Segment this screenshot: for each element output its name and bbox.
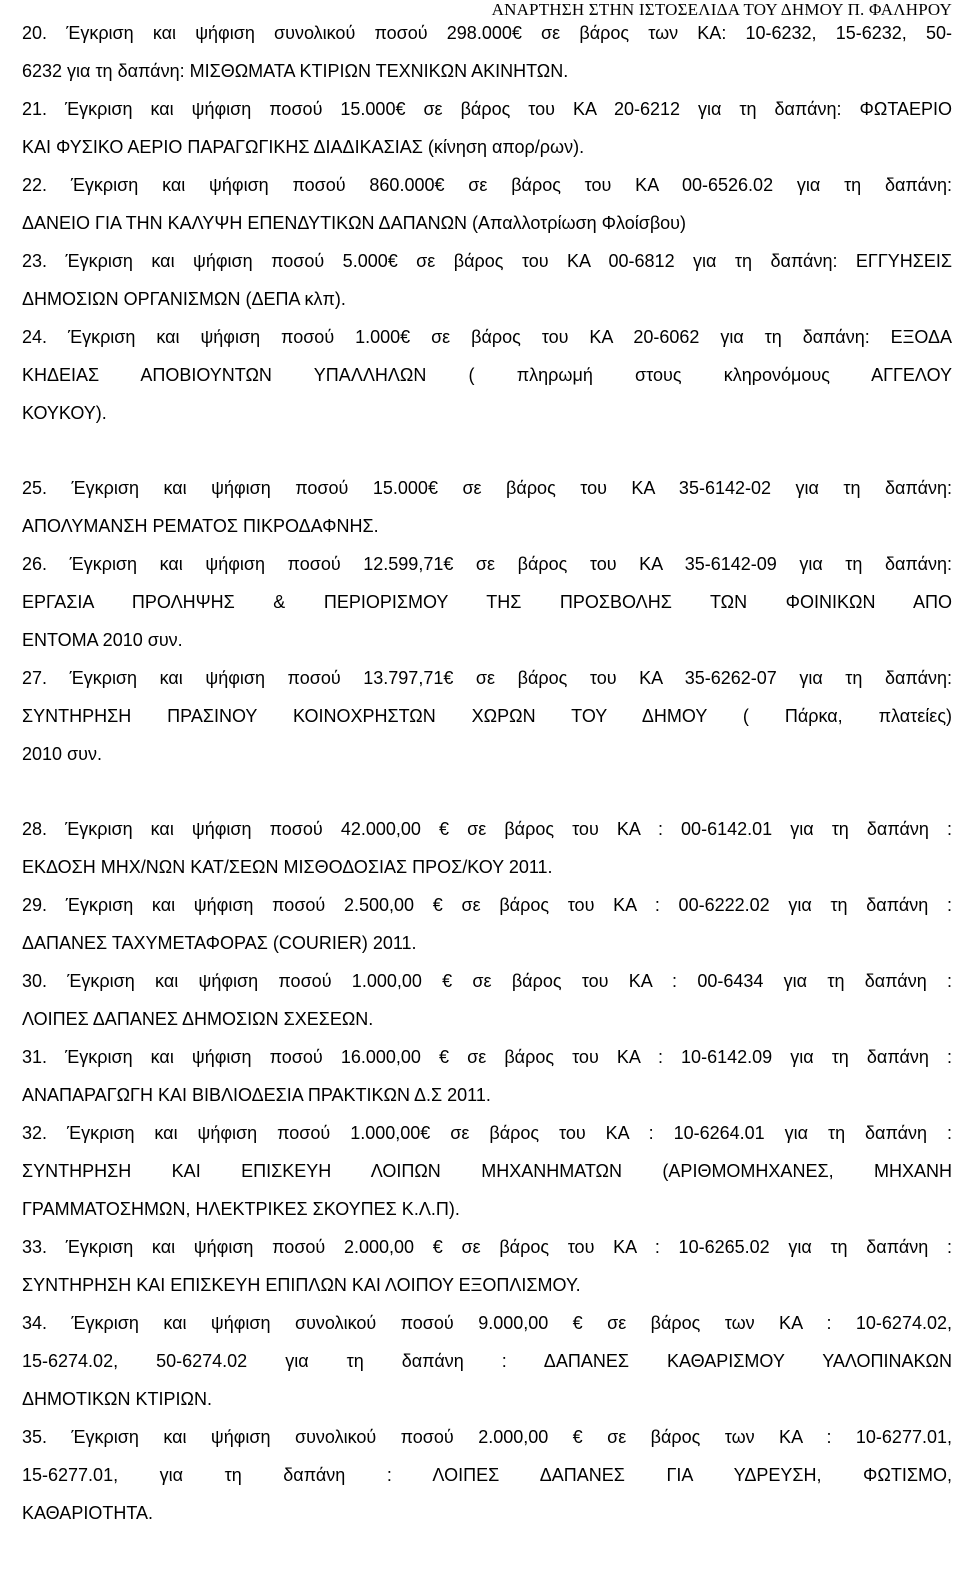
agenda-item-line: 24. Έγκριση και ψήφιση ποσού 1.000€ σε βάρος του ΚΑ 20-6062 για τη δαπάνη: ΕΞΟΔΑ [22, 327, 952, 347]
agenda-item-line: 27. Έγκριση και ψήφιση ποσού 13.797,71€ σε βάρος του ΚΑ 35-6262-07 για τη δαπάνη: [22, 668, 952, 688]
agenda-list [22, 14, 952, 1532]
agenda-item-line: ΚΑΙ ΦΥΣΙΚΟ ΑΕΡΙΟ ΠΑΡΑΓΩΓΙΚΗΣ ΔΙΑΔΙΚΑΣΙΑΣ (κίνηση απορ/ρων). [22, 137, 585, 157]
agenda-item [22, 1038, 952, 1114]
agenda-item [22, 242, 952, 318]
agenda-item-line: 31. Έγκριση και ψήφιση ποσού 16.000,00 € σε βάρος του ΚΑ : 10-6142.09 για τη δαπάνη : [22, 1047, 952, 1067]
agenda-item-line: 23. Έγκριση και ψήφιση ποσού 5.000€ σε βάρος του ΚΑ 00-6812 για τη δαπάνη: ΕΓΓΥΗΣΕΙΣ [22, 251, 952, 271]
agenda-item-line: 33. Έγκριση και ψήφιση ποσού 2.000,00 € σε βάρος του ΚΑ : 10-6265.02 για τη δαπάνη : [22, 1237, 952, 1257]
agenda-item-line: ΔΑΠΑΝΕΣ ΤΑΧΥΜΕΤΑΦΟΡΑΣ (COURIER) 2011. [22, 933, 417, 953]
agenda-item [22, 1418, 952, 1532]
agenda-item-line: 26. Έγκριση και ψήφιση ποσού 12.599,71€ σε βάρος του ΚΑ 35-6142-09 για τη δαπάνη: [22, 554, 952, 574]
agenda-item-line: 21. Έγκριση και ψήφιση ποσού 15.000€ σε βάρος του ΚΑ 20-6212 για τη δαπάνη: ΦΩΤΑΕΡΙΟ [22, 99, 952, 119]
agenda-item-line: 30. Έγκριση και ψήφιση ποσού 1.000,00 € σε βάρος του ΚΑ : 00-6434 για τη δαπάνη : [22, 971, 952, 991]
agenda-item-line: ΣΥΝΤΗΡΗΣΗ ΠΡΑΣΙΝΟΥ ΚΟΙΝΟΧΡΗΣΤΩΝ ΧΩΡΩΝ ΤΟΥ ΔΗΜΟΥ ( Πάρκα, πλατείες) [22, 706, 952, 726]
agenda-item [22, 90, 952, 166]
agenda-item-line: ΑΝΑΠΑΡΑΓΩΓΗ ΚΑΙ ΒΙΒΛΙΟΔΕΣΙΑ ΠΡΑΚΤΙΚΩΝ Δ.Σ 2011. [22, 1085, 491, 1105]
agenda-item-line: ΚΟΥΚΟΥ). [22, 403, 107, 423]
agenda-item [22, 469, 952, 545]
agenda-item-line: ΚΑΘΑΡΙΟΤΗΤΑ. [22, 1503, 153, 1523]
agenda-item [22, 14, 952, 90]
agenda-item-line: 25. Έγκριση και ψήφιση ποσού 15.000€ σε βάρος του ΚΑ 35-6142-02 για τη δαπάνη: [22, 478, 952, 498]
agenda-item-line: ΕΡΓΑΣΙΑ ΠΡΟΛΗΨΗΣ & ΠΕΡΙΟΡΙΣΜΟΥ ΤΗΣ ΠΡΟΣΒΟΛΗΣ ΤΩΝ ΦΟΙΝΙΚΩΝ ΑΠΟ [22, 592, 952, 612]
agenda-item-line: 32. Έγκριση και ψήφιση ποσού 1.000,00€ σε βάρος του ΚΑ : 10-6264.01 για τη δαπάνη : [22, 1123, 952, 1143]
agenda-item-line: ΚΗΔΕΙΑΣ ΑΠΟΒΙΟΥΝΤΩΝ ΥΠΑΛΛΗΛΩΝ ( πληρωμή στους κληρονόμους ΑΓΓΕΛΟΥ [22, 365, 952, 385]
agenda-item-line: 20. Έγκριση και ψήφιση συνολικού ποσού 298.000€ σε βάρος των ΚΑ: 10-6232, 15-6232, 50- [22, 23, 952, 43]
agenda-item-line: 29. Έγκριση και ψήφιση ποσού 2.500,00 € σε βάρος του ΚΑ : 00-6222.02 για τη δαπάνη : [22, 895, 952, 915]
agenda-item-line: 34. Έγκριση και ψήφιση συνολικού ποσού 9.000,00 € σε βάρος των ΚΑ : 10-6274.02, [22, 1313, 952, 1333]
agenda-item [22, 1304, 952, 1418]
agenda-item [22, 1228, 952, 1304]
agenda-item-line: ΕΝΤΟΜΑ 2010 συν. [22, 630, 183, 650]
agenda-item-line: ΣΥΝΤΗΡΗΣΗ ΚΑΙ ΕΠΙΣΚΕΥΗ ΕΠΙΠΛΩΝ ΚΑΙ ΛΟΙΠΟΥ ΕΞΟΠΛΙΣΜΟΥ. [22, 1275, 581, 1295]
agenda-item [22, 962, 952, 1038]
page-header: ΑΝΑΡΤΗΣΗ ΣΤΗΝ ΙΣΤΟΣΕΛΙΔΑ ΤΟΥ ΔΗΜΟΥ Π. ΦΑΛΗΡΟΥ [491, 0, 952, 19]
agenda-item-line: ΛΟΙΠΕΣ ΔΑΠΑΝΕΣ ΔΗΜΟΣΙΩΝ ΣΧΕΣΕΩΝ. [22, 1009, 374, 1029]
agenda-item-line: 22. Έγκριση και ψήφιση ποσού 860.000€ σε βάρος του ΚΑ 00-6526.02 για τη δαπάνη: [22, 175, 952, 195]
agenda-item [22, 1114, 952, 1228]
paragraph-gap [22, 432, 952, 469]
agenda-item-line: ΕΚΔΟΣΗ ΜΗΧ/ΝΩΝ ΚΑΤ/ΣΕΩΝ ΜΙΣΘΟΔΟΣΙΑΣ ΠΡΟΣ/ΚΟΥ 2011. [22, 857, 553, 877]
agenda-item-line: ΔΑΝΕΙΟ ΓΙΑ ΤΗΝ ΚΑΛΥΨΗ ΕΠΕΝΔΥΤΙΚΩΝ ΔΑΠΑΝΩΝ (Απαλλοτρίωση Φλοίσβου) [22, 213, 687, 233]
agenda-item [22, 810, 952, 886]
agenda-item-line: ΔΗΜΟΣΙΩΝ ΟΡΓΑΝΙΣΜΩΝ (ΔΕΠΑ κλπ). [22, 289, 346, 309]
agenda-item-line: 28. Έγκριση και ψήφιση ποσού 42.000,00 € σε βάρος του ΚΑ : 00-6142.01 για τη δαπάνη : [22, 819, 952, 839]
agenda-item [22, 318, 952, 432]
agenda-item [22, 886, 952, 962]
agenda-item-line: ΣΥΝΤΗΡΗΣΗ ΚΑΙ ΕΠΙΣΚΕΥΗ ΛΟΙΠΩΝ ΜΗΧΑΝΗΜΑΤΩΝ (ΑΡΙΘΜΟΜΗΧΑΝΕΣ, ΜΗΧΑΝΗ [22, 1161, 952, 1181]
agenda-item-line: 2010 συν. [22, 744, 102, 764]
agenda-item-line: ΑΠΟΛΥΜΑΝΣΗ ΡΕΜΑΤΟΣ ΠΙΚΡΟΔΑΦΝΗΣ. [22, 516, 379, 536]
agenda-item-line: 6232 για τη δαπάνη: ΜΙΣΘΩΜΑΤΑ ΚΤΙΡΙΩΝ ΤΕΧΝΙΚΩΝ ΑΚΙΝΗΤΩΝ. [22, 61, 569, 81]
agenda-item-line: 15-6274.02, 50-6274.02 για τη δαπάνη : ΔΑΠΑΝΕΣ ΚΑΘΑΡΙΣΜΟΥ ΥΑΛΟΠΙΝΑΚΩΝ [22, 1351, 952, 1371]
paragraph-gap [22, 773, 952, 810]
agenda-item-line: 15-6277.01, για τη δαπάνη : ΛΟΙΠΕΣ ΔΑΠΑΝΕΣ ΓΙΑ ΥΔΡΕΥΣΗ, ΦΩΤΙΣΜΟ, [22, 1465, 952, 1485]
agenda-item [22, 166, 952, 242]
agenda-item [22, 659, 952, 773]
agenda-item-line: ΓΡΑΜΜΑΤΟΣΗΜΩΝ, ΗΛΕΚΤΡΙΚΕΣ ΣΚΟΥΠΕΣ Κ.Λ.Π). [22, 1199, 460, 1219]
agenda-item [22, 545, 952, 659]
agenda-item-line: ΔΗΜΟΤΙΚΩΝ ΚΤΙΡΙΩΝ. [22, 1389, 212, 1409]
agenda-item-line: 35. Έγκριση και ψήφιση συνολικού ποσού 2.000,00 € σε βάρος των ΚΑ : 10-6277.01, [22, 1427, 952, 1447]
